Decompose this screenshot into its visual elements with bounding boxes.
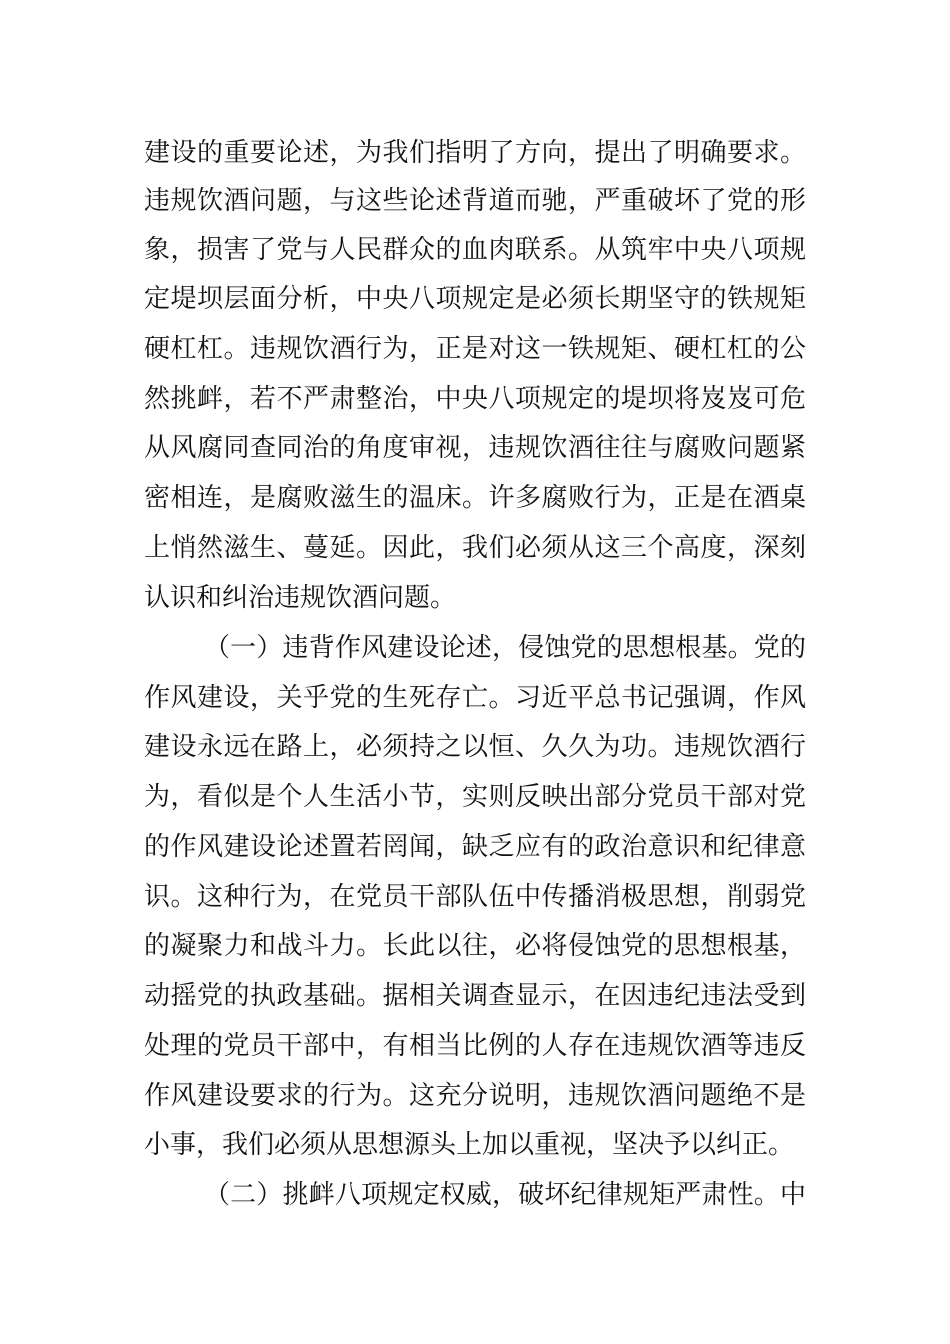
- text-line: 上悄然滋生、蔓延。因此，我们必须从这三个高度，深刻: [144, 533, 806, 563]
- section-heading-line: （二）挑衅八项规定权威，破坏纪律规矩严肃性。中: [204, 1180, 806, 1210]
- text-line: 违规饮酒问题，与这些论述背道而驰，严重破坏了党的形: [144, 186, 806, 216]
- text-line: 小事，我们必须从思想源头上加以重视，坚决予以纠正。: [144, 1130, 795, 1160]
- text-line: 动摇党的执政基础。据相关调查显示，在因违纪违法受到: [144, 981, 806, 1011]
- text-line: 定堤坝层面分析，中央八项规定是必须长期坚守的铁规矩: [144, 284, 806, 314]
- text-line: 作风建设，关乎党的生死存亡。习近平总书记强调，作风: [144, 683, 806, 713]
- text-line: 建设的重要论述，为我们指明了方向，提出了明确要求。: [144, 138, 806, 168]
- text-line: 建设永远在路上，必须持之以恒、久久为功。违规饮酒行: [144, 732, 806, 762]
- text-line: 认识和纠治违规饮酒问题。: [144, 583, 457, 613]
- text-line: 识。这种行为，在党员干部队伍中传播消极思想，削弱党: [144, 882, 806, 912]
- text-line: 从风腐同查同治的角度审视，违规饮酒往往与腐败问题紧: [144, 433, 806, 463]
- text-line: 的作风建设论述置若罔闻，缺乏应有的政治意识和纪律意: [144, 832, 806, 862]
- text-line: 象，损害了党与人民群众的血肉联系。从筑牢中央八项规: [144, 235, 806, 265]
- text-line: 处理的党员干部中，有相当比例的人存在违规饮酒等违反: [144, 1031, 806, 1061]
- text-line: 硬杠杠。违规饮酒行为，正是对这一铁规矩、硬杠杠的公: [144, 334, 806, 364]
- section-heading-line: （一）违背作风建设论述，侵蚀党的思想根基。党的: [204, 633, 806, 663]
- text-line: 然挑衅，若不严肃整治，中央八项规定的堤坝将岌岌可危: [144, 384, 806, 414]
- text-line: 密相连，是腐败滋生的温床。许多腐败行为，正是在酒桌: [144, 483, 806, 513]
- text-line: 为，看似是个人生活小节，实则反映出部分党员干部对党: [144, 782, 806, 812]
- text-line: 作风建设要求的行为。这充分说明，违规饮酒问题绝不是: [144, 1081, 806, 1111]
- text-line: 的凝聚力和战斗力。长此以往，必将侵蚀党的思想根基，: [144, 931, 806, 961]
